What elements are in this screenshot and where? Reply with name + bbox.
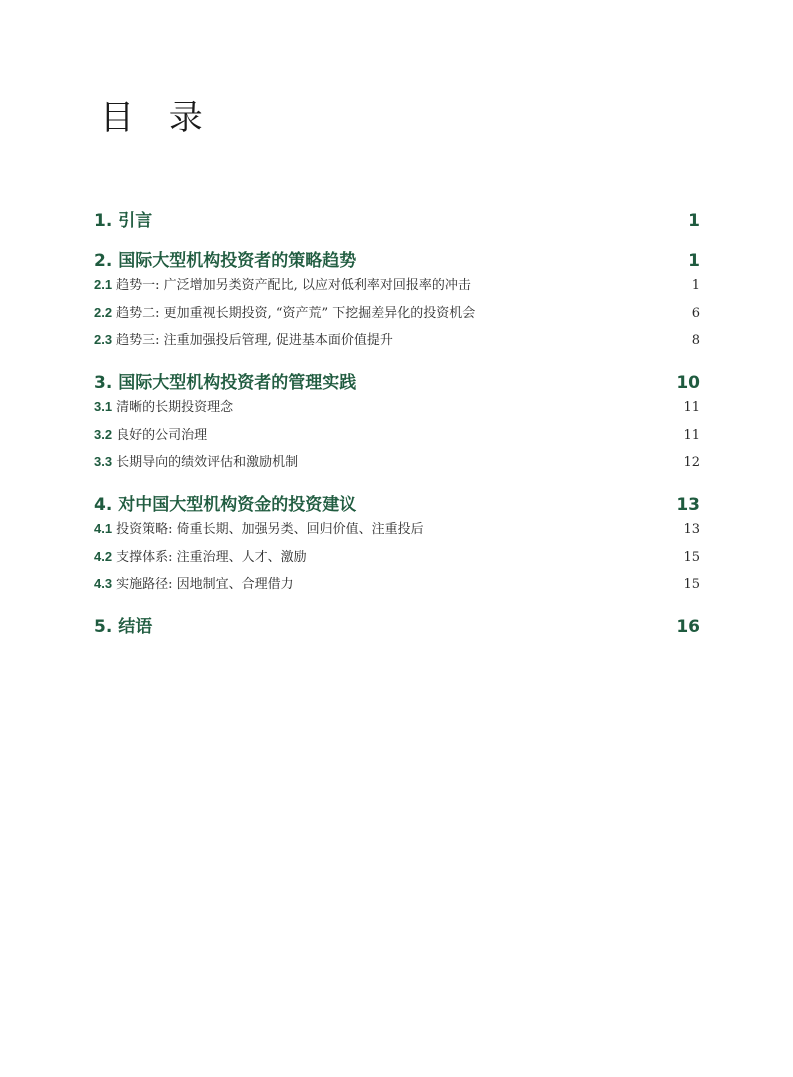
toc-subentry[interactable] [94, 302, 700, 321]
toc-subentry-number: 2.3 [94, 332, 113, 347]
toc-subentry[interactable] [94, 451, 700, 470]
toc-entry-page: 1 [688, 251, 700, 271]
toc-entry-text: 对中国大型机构资金的投资建议 [118, 495, 357, 515]
toc-subentry-text: 趋势二: 更加重视长期投资, “资产荒” 下挖掘差异化的投资机会 [116, 306, 476, 321]
toc-subentry-page: 13 [683, 522, 700, 537]
toc-entry-text: 国际大型机构投资者的管理实践 [118, 373, 357, 393]
toc-entry[interactable] [94, 206, 700, 231]
toc-subentry[interactable] [94, 329, 700, 348]
toc-subentry-page: 12 [683, 455, 700, 470]
toc-subentry-text: 投资策略: 倚重长期、加强另类、回归价值、注重投后 [116, 522, 424, 537]
toc-subentry-page: 1 [691, 278, 700, 293]
toc-subentry-text: 长期导向的绩效评估和激励机制 [116, 455, 299, 470]
toc-entry[interactable] [94, 368, 700, 393]
toc-subentry-number: 3.1 [94, 399, 113, 414]
toc-entry-page: 16 [676, 617, 700, 637]
toc-subentry[interactable] [94, 518, 700, 537]
toc-title: 目 录 [100, 98, 215, 138]
toc-subentry-number: 3.3 [94, 454, 113, 469]
toc-subentry-number: 4.2 [94, 549, 113, 564]
toc-subentry[interactable] [94, 546, 700, 565]
toc-subentry-text: 趋势一: 广泛增加另类资产配比, 以应对低利率对回报率的冲击 [116, 278, 471, 293]
toc-entry[interactable] [94, 612, 700, 637]
toc-subentry-text: 趋势三: 注重加强投后管理, 促进基本面价值提升 [116, 333, 393, 348]
toc-subentry[interactable] [94, 573, 700, 592]
toc-subentry-text: 实施路径: 因地制宜、合理借力 [116, 577, 294, 592]
toc-subentry[interactable] [94, 274, 700, 293]
toc-subentry-text: 支撑体系: 注重治理、人才、激励 [116, 550, 307, 565]
toc-entry-page: 10 [676, 373, 700, 393]
toc-entry-number: 5. [94, 617, 113, 637]
toc-subentry-page: 8 [691, 333, 700, 348]
toc-subentry[interactable] [94, 424, 700, 443]
toc-subentry-number: 4.1 [94, 521, 113, 536]
toc-subentry-number: 4.3 [94, 576, 113, 591]
toc-subentry-page: 15 [683, 550, 700, 565]
toc-subentry-page: 11 [683, 428, 700, 443]
toc-entry-number: 2. [94, 251, 113, 271]
toc-entry-text: 结语 [118, 617, 153, 637]
toc-subentry-number: 3.2 [94, 427, 113, 442]
toc-entry-number: 3. [94, 373, 113, 393]
toc-entry[interactable] [94, 246, 700, 271]
toc-entry-number: 1. [94, 211, 113, 231]
toc-subentry-page: 11 [683, 400, 700, 415]
toc-subentry-text: 良好的公司治理 [116, 428, 208, 443]
toc-subentry-text: 清晰的长期投资理念 [116, 400, 234, 415]
toc-entry-page: 13 [676, 495, 700, 515]
toc-entry-text: 引言 [118, 211, 153, 231]
toc-subentry-page: 6 [691, 306, 700, 321]
toc-entry[interactable] [94, 490, 700, 515]
toc-entry-number: 4. [94, 495, 113, 515]
toc-entry-text: 国际大型机构投资者的策略趋势 [118, 251, 357, 271]
toc-subentry-number: 2.2 [94, 305, 113, 320]
toc-subentry[interactable] [94, 396, 700, 415]
toc-subentry-number: 2.1 [94, 277, 113, 292]
toc-entry-page: 1 [688, 211, 700, 231]
toc-subentry-page: 15 [683, 577, 700, 592]
